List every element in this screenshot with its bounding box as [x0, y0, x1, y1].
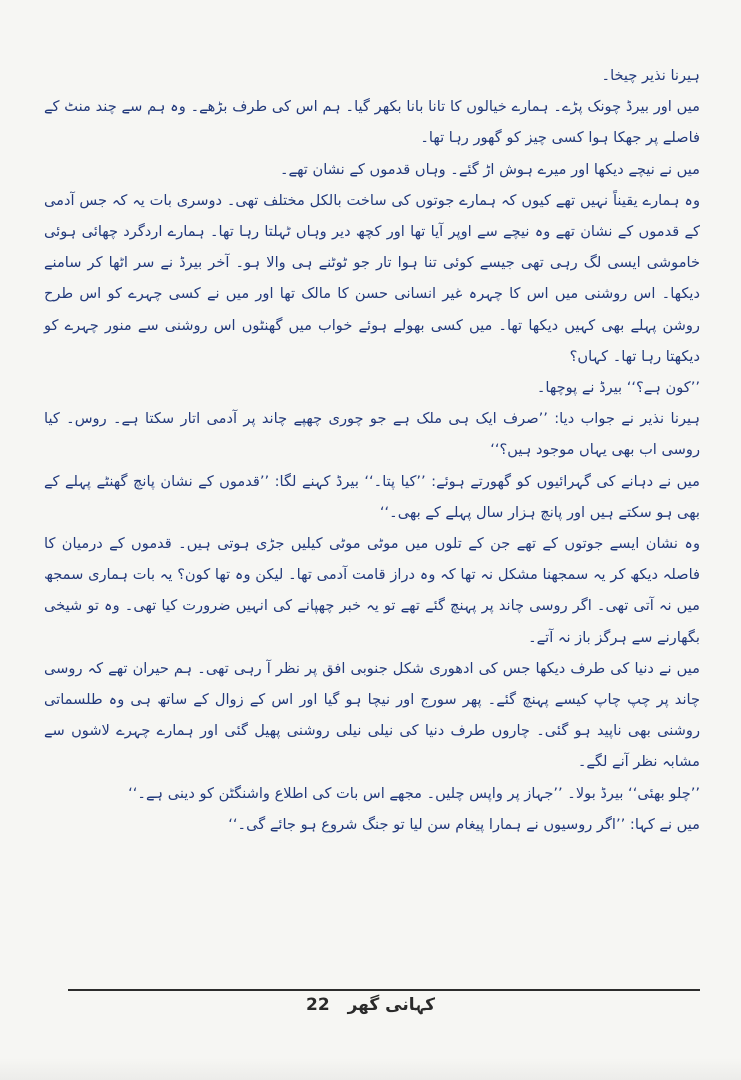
magazine-title: کہانی گھر — [347, 995, 435, 1015]
story-text — [44, 60, 700, 840]
paragraph: وہ نشان ایسے جوتوں کے تھے جن کے تلوں میں موٹی موٹی کیلیں جڑی ہوتی ہیں۔ قدموں کے درمیان کا فاصلہ دیکھ کر یہ سمجھنا مشکل نہ تھا کہ وہ دراز قامت آدمی تھا۔ لیکن وہ تھا کون؟ یہ بات ہماری سمجھ میں نہ آتی تھی۔ اگر روسی چاند پر پہنچ گئے تھے تو یہ خبر چھپانے کی انہیں ضرورت کیا تھی۔ وہ تو شیخی بگھارنے سے ہرگز باز نہ آتے۔ — [44, 535, 700, 646]
footer-divider — [68, 989, 700, 991]
paragraph: ’’چلو بھئی‘‘ بیرڈ بولا۔ ’’جہاز پر واپس چلیں۔ مجھے اس بات کی اطلاع واشنگٹن کو دینی ہے۔‘‘ — [128, 784, 700, 802]
paragraph: وہ ہمارے یقیناً نہیں تھے کیوں کہ ہمارے جوتوں کی ساخت بالکل مختلف تھی۔ دوسری بات یہ کہ جس آدمی کے قدموں کے نشان تھے وہ نیچے سے اوپر آیا تھا اور کچھ دیر وہاں ٹہلتا رہا تھا۔ ہمارے اردگرد چھائی ہوئی خاموشی ایسی لگ رہی تھی جیسے کوئی تنا ہوا تار جو ٹوٹنے ہی والا ہو۔ آخر بیرڈ نے سر اٹھا کر سامنے دیکھا۔ اس روشنی میں اس کا چہرہ غیر انسانی حسن کا مالک تھا اور میں نے کسی چہرے کو اس طرح روشن پہلے بھی کہیں دیکھا تھا۔ میں کسی بھولے ہوئے خواب میں گھنٹوں اس روشنی سے منور چہرے کو دیکھتا رہا تھا۔ کہاں؟ — [44, 191, 700, 365]
paragraph: ’’کون ہے؟‘‘ بیرڈ نے پوچھا۔ — [536, 379, 700, 397]
page-bottom-edge — [0, 1058, 741, 1080]
paragraph: میں نے کہا: ’’اگر روسیوں نے ہمارا پیغام سن لیا تو جنگ شروع ہو جائے گی۔‘‘ — [228, 815, 700, 833]
paragraph: ہیرنا نذیر چیخا۔ — [601, 67, 700, 84]
paragraph: ہیرنا نذیر نے جواب دیا: ’’صرف ایک ہی ملک ہے جو چوری چھپے چاند پر آدمی اتار سکتا ہے۔ روس۔ کیا روسی اب بھی یہاں موجود ہیں؟‘‘ — [44, 410, 700, 459]
paragraph: میں نے دہانے کی گہرائیوں کو گھورتے ہوئے: ’’کیا پتا۔‘‘ بیرڈ کہنے لگا: ’’قدموں کے نشان پانچ گھنٹے پہلے کے بھی ہو سکتے ہیں اور پانچ ہزار سال پہلے کے بھی۔‘‘ — [44, 472, 700, 521]
page-number: 22 — [305, 995, 330, 1015]
paragraph: میں نے دنیا کی طرف دیکھا جس کی ادھوری شکل جنوبی افق پر نظر آ رہی تھی۔ ہم حیران تھے کہ روسی چاند پر چپ چاپ کیسے پہنچ گئے۔ پھر سورج اور نیچا ہو گیا اور اس کے زوال کے ساتھ ہی وہ طلسماتی روشنی بھی ناپید ہو گئی۔ چاروں طرف دنیا کی نیلی نیلی روشنی پھیل گئی اور ہمارے چہرے لاشوں سے مشابہ نظر آنے لگے۔ — [44, 659, 700, 771]
paragraph: میں نے نیچے دیکھا اور میرے ہوش اڑ گئے۔ وہاں قدموں کے نشان تھے۔ — [279, 160, 700, 178]
page-footer — [0, 994, 741, 1015]
paragraph: میں اور بیرڈ چونک پڑے۔ ہمارے خیالوں کا تانا بانا بکھر گیا۔ ہم اس کی طرف بڑھے۔ وہ ہم سے چند منٹ کے فاصلے پر جھکا ہوا کسی چیز کو گھور رہا تھا۔ — [44, 98, 700, 147]
